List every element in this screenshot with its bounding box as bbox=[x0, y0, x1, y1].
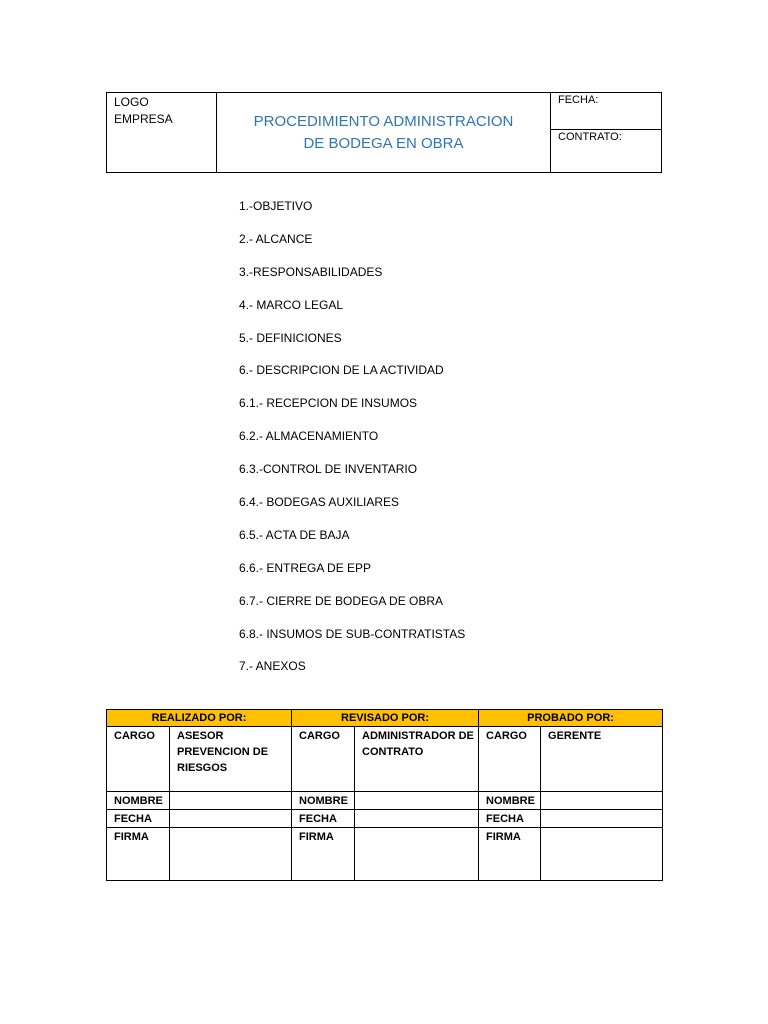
toc-item: 4.- MARCO LEGAL bbox=[239, 297, 344, 312]
toc-item: 6.7.- CIERRE DE BODEGA DE OBRA bbox=[239, 593, 444, 608]
fecha-row-label: FECHA bbox=[107, 810, 170, 828]
table-of-contents bbox=[239, 196, 465, 689]
approval-table bbox=[106, 709, 663, 881]
toc-item: 1.-OBJETIVO bbox=[239, 199, 313, 213]
revisado-por-header: REVISADO POR: bbox=[292, 710, 479, 727]
toc-item: 7.- ANEXOS bbox=[239, 659, 306, 674]
firma-label: FIRMA bbox=[292, 828, 355, 881]
probado-nombre-field bbox=[541, 792, 663, 810]
toc-item: 6.2.- ALMACENAMIENTO bbox=[239, 429, 379, 444]
firma-label: FIRMA bbox=[479, 828, 541, 881]
revisado-fecha-field bbox=[355, 810, 479, 828]
probado-por-header: PROBADO POR: bbox=[479, 710, 663, 727]
realizado-por-header: REALIZADO POR: bbox=[107, 710, 292, 727]
nombre-label: NOMBRE bbox=[479, 792, 541, 810]
fecha-field bbox=[551, 93, 662, 130]
document-title bbox=[217, 93, 551, 173]
contrato-label: CONTRATO: bbox=[558, 131, 622, 143]
firma-label: FIRMA bbox=[107, 828, 170, 881]
toc-item: 6.8.- INSUMOS DE SUB-CONTRATISTAS bbox=[239, 626, 466, 641]
logo-text-line2: EMPRESA bbox=[114, 112, 173, 126]
realizado-nombre-field bbox=[170, 792, 292, 810]
logo-placeholder bbox=[107, 93, 217, 173]
title-line2: DE BODEGA EN OBRA bbox=[303, 134, 464, 152]
nombre-label: NOMBRE bbox=[107, 792, 170, 810]
cargo-label: CARGO bbox=[479, 727, 541, 792]
document-header bbox=[106, 92, 662, 173]
toc-item: 6.1.- RECEPCION DE INSUMOS bbox=[239, 396, 418, 411]
toc-item: 5.- DEFINICIONES bbox=[239, 330, 342, 345]
probado-fecha-field bbox=[541, 810, 663, 828]
fecha-row-label: FECHA bbox=[479, 810, 541, 828]
nombre-label: NOMBRE bbox=[292, 792, 355, 810]
probado-cargo-value: GERENTE bbox=[541, 727, 663, 792]
logo-text-line1: LOGO bbox=[114, 95, 149, 109]
fecha-label: FECHA: bbox=[558, 94, 599, 106]
realizado-fecha-field bbox=[170, 810, 292, 828]
contrato-field bbox=[551, 130, 662, 173]
revisado-nombre-field bbox=[355, 792, 479, 810]
toc-item: 6.4.- BODEGAS AUXILIARES bbox=[239, 495, 400, 510]
toc-item: 6.- DESCRIPCION DE LA ACTIVIDAD bbox=[239, 363, 444, 378]
probado-firma-field bbox=[541, 828, 663, 881]
cargo-label: CARGO bbox=[107, 727, 170, 792]
revisado-firma-field bbox=[355, 828, 479, 881]
fecha-row-label: FECHA bbox=[292, 810, 355, 828]
realizado-firma-field bbox=[170, 828, 292, 881]
toc-item: 3.-RESPONSABILIDADES bbox=[239, 264, 383, 279]
toc-item: 6.5.- ACTA DE BAJA bbox=[239, 527, 350, 542]
toc-item: 2.- ALCANCE bbox=[239, 231, 313, 246]
toc-item: 6.3.-CONTROL DE INVENTARIO bbox=[239, 462, 418, 477]
realizado-cargo-value: ASESOR PREVENCION DE RIESGOS bbox=[170, 727, 292, 792]
toc-item: 6.6.- ENTREGA DE EPP bbox=[239, 560, 372, 575]
title-line1: PROCEDIMIENTO ADMINISTRACION bbox=[253, 112, 514, 130]
cargo-label: CARGO bbox=[292, 727, 355, 792]
revisado-cargo-value: ADMINISTRADOR DE CONTRATO bbox=[355, 727, 479, 792]
